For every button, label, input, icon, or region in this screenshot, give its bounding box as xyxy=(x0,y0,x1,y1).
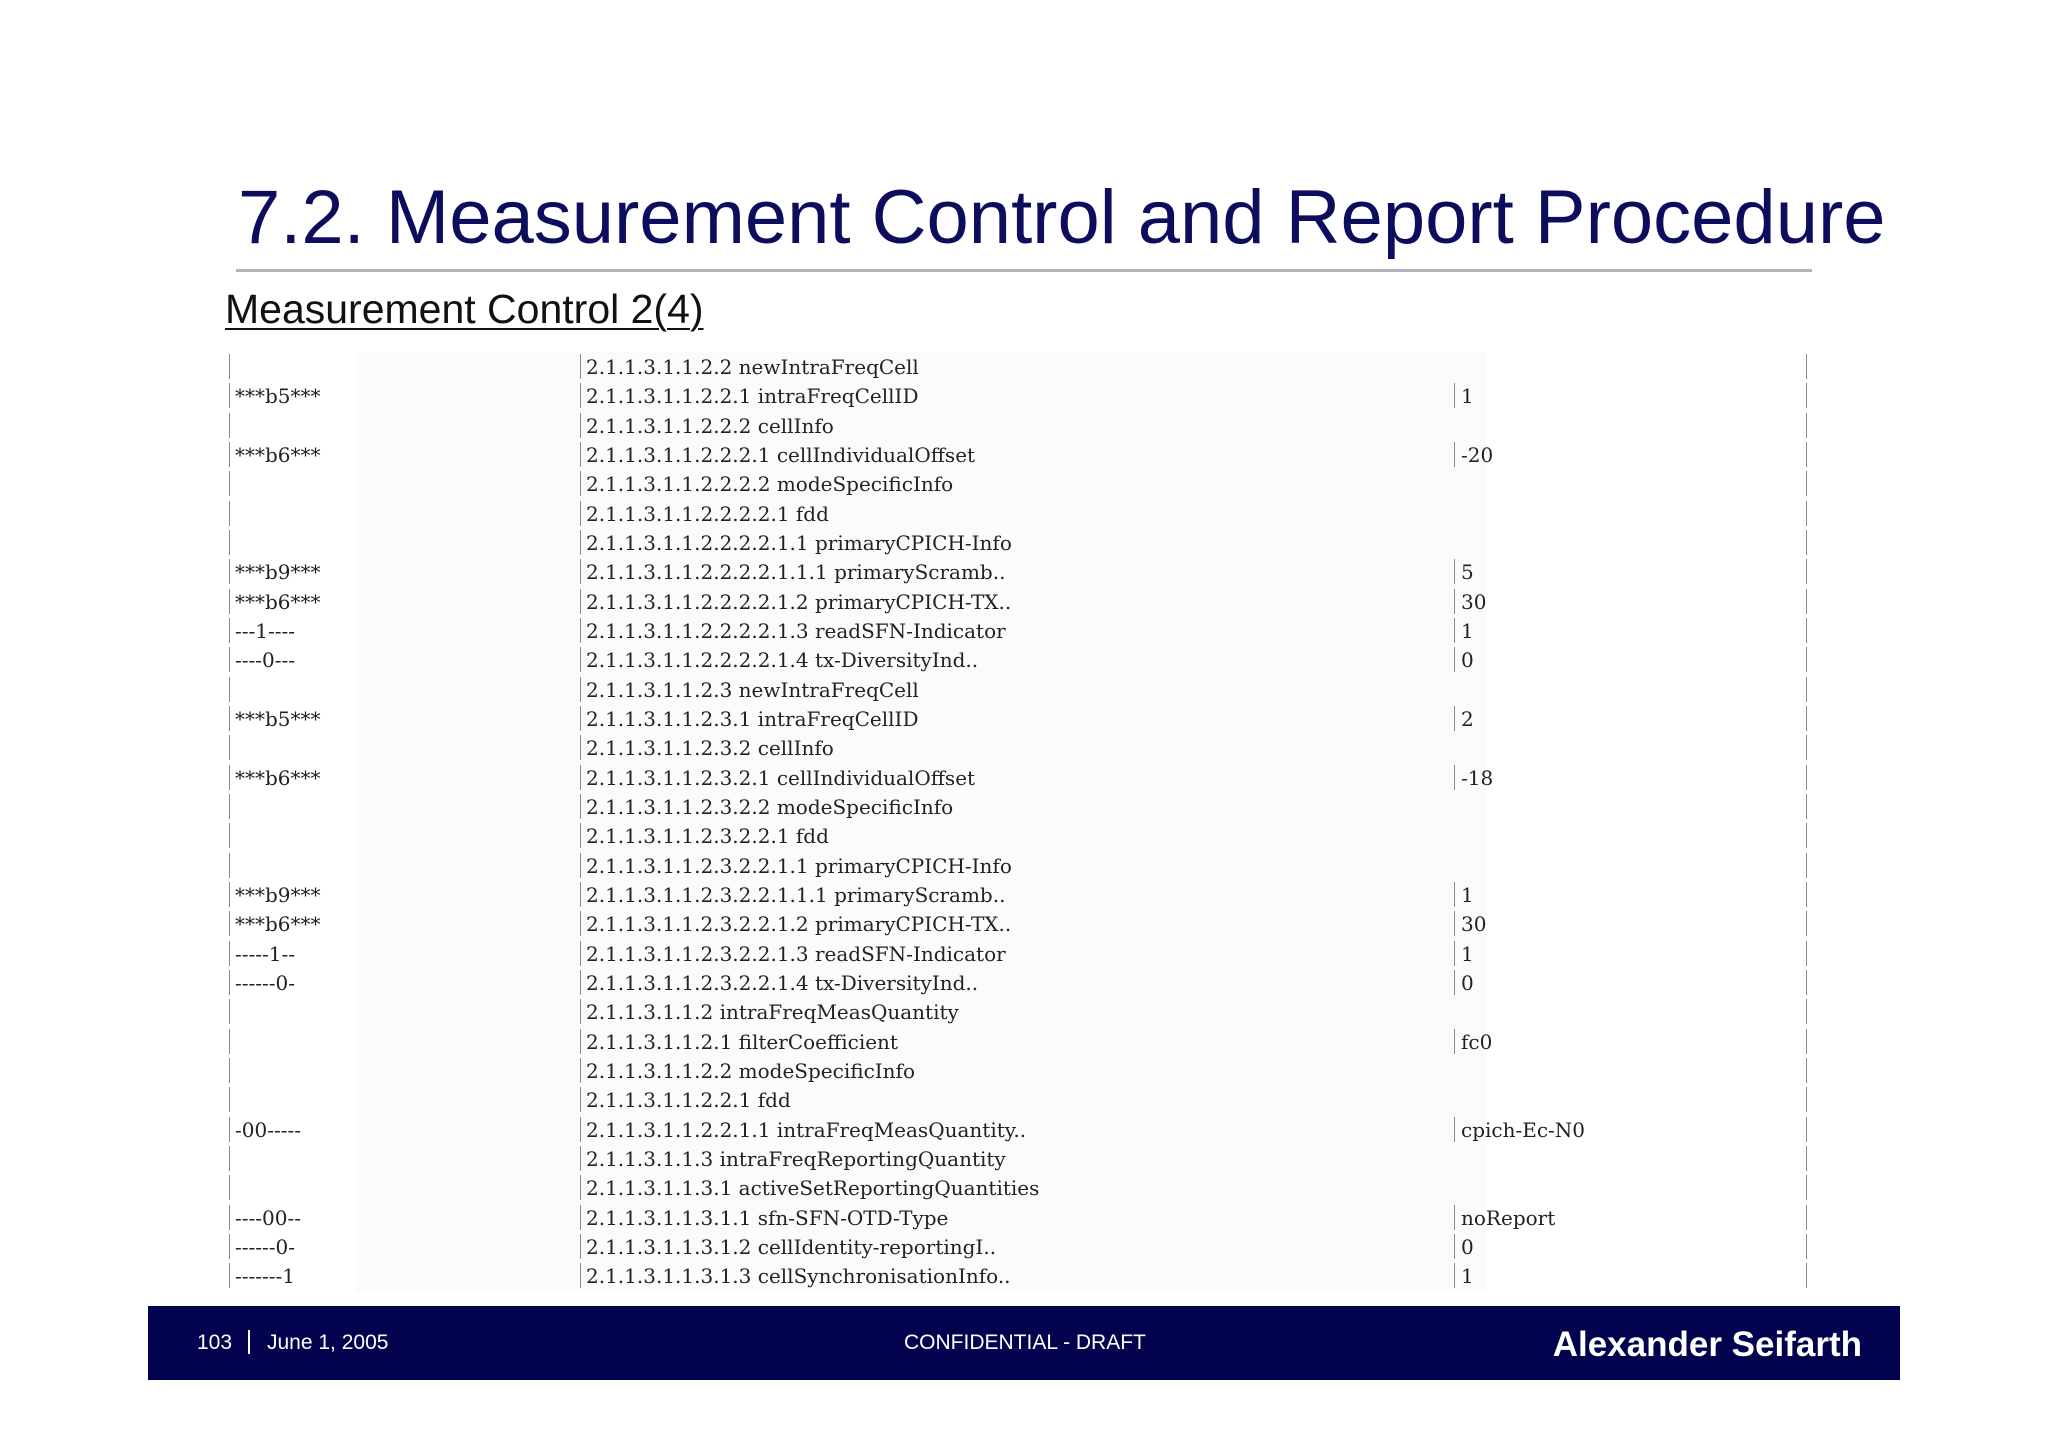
column-separator xyxy=(229,354,230,379)
column-separator xyxy=(229,1263,230,1288)
column-separator xyxy=(1806,999,1807,1024)
trace-row xyxy=(0,821,2048,850)
column-separator xyxy=(1806,647,1807,672)
trace-row xyxy=(0,1085,2048,1114)
column-separator xyxy=(1806,383,1807,408)
column-separator xyxy=(229,1087,230,1112)
trace-row xyxy=(0,381,2048,410)
column-separator xyxy=(580,765,581,790)
column-separator xyxy=(1454,882,1455,907)
trace-row xyxy=(0,1232,2048,1261)
trace-field: 2.1.1.3.1.1.2.2.2.2.1.1 primaryCPICH-Info xyxy=(586,530,1012,555)
column-separator xyxy=(580,1087,581,1112)
trace-value: 5 xyxy=(1461,560,1474,585)
trace-row xyxy=(0,1261,2048,1290)
column-separator xyxy=(1454,970,1455,995)
column-separator xyxy=(580,1205,581,1230)
column-separator xyxy=(229,471,230,496)
column-separator xyxy=(229,647,230,672)
column-separator xyxy=(229,1234,230,1259)
column-separator xyxy=(580,589,581,614)
trace-row xyxy=(0,675,2048,704)
trace-row xyxy=(0,880,2048,909)
footer-confidentiality: CONFIDENTIAL - DRAFT xyxy=(904,1331,1146,1354)
trace-field: 2.1.1.3.1.1.2.2.2.2.1 fdd xyxy=(586,501,829,526)
column-separator xyxy=(1806,559,1807,584)
column-separator xyxy=(1806,1087,1807,1112)
column-separator xyxy=(1806,1146,1807,1171)
column-separator xyxy=(1806,765,1807,790)
trace-bits: -00----- xyxy=(235,1117,301,1142)
trace-row xyxy=(0,616,2048,645)
column-separator xyxy=(580,941,581,966)
trace-row xyxy=(0,792,2048,821)
trace-value: 30 xyxy=(1461,589,1487,614)
trace-field: 2.1.1.3.1.1.3.1.2 cellIdentity-reportingI.. xyxy=(586,1234,997,1259)
column-separator xyxy=(580,735,581,760)
trace-row xyxy=(0,1027,2048,1056)
trace-field: 2.1.1.3.1.1.2.2.1.1 intraFreqMeasQuantity.. xyxy=(586,1117,1027,1142)
column-separator xyxy=(1806,706,1807,731)
trace-row xyxy=(0,440,2048,469)
column-separator xyxy=(1454,765,1455,790)
trace-row xyxy=(0,704,2048,733)
column-separator xyxy=(580,471,581,496)
column-separator xyxy=(580,383,581,408)
trace-field: 2.1.1.3.1.1.2.3.2.2.1 fdd xyxy=(586,824,829,849)
column-separator xyxy=(229,383,230,408)
column-separator xyxy=(229,765,230,790)
column-separator xyxy=(580,823,581,848)
column-separator xyxy=(580,1263,581,1288)
column-separator xyxy=(229,1205,230,1230)
column-separator xyxy=(229,706,230,731)
column-separator xyxy=(1454,1234,1455,1259)
trace-bits: ----00-- xyxy=(235,1205,301,1230)
column-separator xyxy=(229,911,230,936)
trace-field: 2.1.1.3.1.1.2.3.2.2.1.4 tx-DiversityInd.. xyxy=(586,970,979,995)
column-separator xyxy=(1454,1263,1455,1288)
column-separator xyxy=(1454,1205,1455,1230)
trace-field: 2.1.1.3.1.1.2.2.1 intraFreqCellID xyxy=(586,384,919,409)
trace-value: 1 xyxy=(1461,618,1474,643)
column-separator xyxy=(580,1029,581,1054)
trace-field: 2.1.1.3.1.1.2.1 filterCoefficient xyxy=(586,1029,898,1054)
column-separator xyxy=(229,999,230,1024)
trace-bits: ***b9*** xyxy=(235,882,321,907)
trace-field: 2.1.1.3.1.1.2.3.1 intraFreqCellID xyxy=(586,706,919,731)
trace-row xyxy=(0,997,2048,1026)
trace-field: 2.1.1.3.1.1.2.2.2.2 modeSpecificInfo xyxy=(586,472,954,497)
column-separator xyxy=(1806,589,1807,614)
column-separator xyxy=(1806,911,1807,936)
column-separator xyxy=(229,853,230,878)
column-separator xyxy=(229,501,230,526)
trace-row xyxy=(0,1115,2048,1144)
column-separator xyxy=(1806,1029,1807,1054)
trace-field: 2.1.1.3.1.1.2.3.2 cellInfo xyxy=(586,736,834,761)
column-separator xyxy=(580,1146,581,1171)
trace-row xyxy=(0,968,2048,997)
trace-row xyxy=(0,645,2048,674)
column-separator xyxy=(1454,941,1455,966)
column-separator xyxy=(229,618,230,643)
trace-value: 1 xyxy=(1461,882,1474,907)
trace-row xyxy=(0,1203,2048,1232)
footer-bar xyxy=(148,1306,1900,1380)
trace-bits: -----1-- xyxy=(235,941,296,966)
column-separator xyxy=(580,1117,581,1142)
trace-bits: ***b5*** xyxy=(235,384,321,409)
column-separator xyxy=(229,589,230,614)
trace-field: 2.1.1.3.1.1.3.1.1 sfn-SFN-OTD-Type xyxy=(586,1205,949,1230)
trace-field: 2.1.1.3.1.1.2.2.2.2.1.3 readSFN-Indicator xyxy=(586,618,1006,643)
column-separator xyxy=(580,853,581,878)
trace-field: 2.1.1.3.1.1.2.3.2.2.1.1.1 primaryScramb.. xyxy=(586,882,1006,907)
trace-value: 1 xyxy=(1461,941,1474,966)
trace-row xyxy=(0,1144,2048,1173)
trace-value: 0 xyxy=(1461,1234,1474,1259)
message-trace-table xyxy=(0,352,2048,1292)
trace-value: 30 xyxy=(1461,912,1487,937)
trace-field: 2.1.1.3.1.1.2.2.2.1 cellIndividualOffset xyxy=(586,442,976,467)
trace-field: 2.1.1.3.1.1.2.3.2.1 cellIndividualOffset xyxy=(586,765,976,790)
trace-field: 2.1.1.3.1.1.3 intraFreqReportingQuantity xyxy=(586,1146,1006,1171)
trace-value: 0 xyxy=(1461,648,1474,673)
column-separator xyxy=(1806,1117,1807,1142)
column-separator xyxy=(580,911,581,936)
column-separator xyxy=(229,1058,230,1083)
column-separator xyxy=(1806,794,1807,819)
trace-bits: ***b6*** xyxy=(235,912,321,937)
column-separator xyxy=(229,442,230,467)
column-separator xyxy=(1454,442,1455,467)
column-separator xyxy=(229,1029,230,1054)
column-separator xyxy=(580,647,581,672)
trace-row xyxy=(0,557,2048,586)
column-separator xyxy=(580,677,581,702)
trace-row xyxy=(0,1056,2048,1085)
column-separator xyxy=(1806,735,1807,760)
column-separator xyxy=(1454,647,1455,672)
trace-value: -20 xyxy=(1461,442,1494,467)
trace-row xyxy=(0,939,2048,968)
column-separator xyxy=(1454,1117,1455,1142)
column-separator xyxy=(1454,911,1455,936)
column-separator xyxy=(1806,354,1807,379)
column-separator xyxy=(580,530,581,555)
column-separator xyxy=(229,1146,230,1171)
trace-row xyxy=(0,411,2048,440)
column-separator xyxy=(1806,941,1807,966)
trace-bits: ***b6*** xyxy=(235,589,321,614)
trace-field: 2.1.1.3.1.1.2.3.2.2.1.3 readSFN-Indicator xyxy=(586,941,1006,966)
column-separator xyxy=(1454,706,1455,731)
trace-value: noReport xyxy=(1461,1205,1556,1230)
column-separator xyxy=(1454,618,1455,643)
column-separator xyxy=(1806,882,1807,907)
column-separator xyxy=(1806,853,1807,878)
trace-bits: ***b6*** xyxy=(235,765,321,790)
column-separator xyxy=(1806,413,1807,438)
trace-row xyxy=(0,352,2048,381)
column-separator xyxy=(580,501,581,526)
column-separator xyxy=(580,1175,581,1200)
trace-field: 2.1.1.3.1.1.3.1.3 cellSynchronisationInfo.. xyxy=(586,1264,1011,1289)
trace-row xyxy=(0,763,2048,792)
trace-row xyxy=(0,499,2048,528)
column-separator xyxy=(1806,1175,1807,1200)
footer-author: Alexander Seifarth xyxy=(1552,1325,1862,1364)
column-separator xyxy=(229,1175,230,1200)
column-separator xyxy=(580,618,581,643)
column-separator xyxy=(1454,383,1455,408)
trace-bits: ***b5*** xyxy=(235,706,321,731)
column-separator xyxy=(1806,1234,1807,1259)
trace-bits: ***b9*** xyxy=(235,560,321,585)
column-separator xyxy=(1806,1205,1807,1230)
trace-value: fc0 xyxy=(1461,1029,1493,1054)
trace-field: 2.1.1.3.1.1.3.1 activeSetReportingQuantities xyxy=(586,1176,1040,1201)
column-separator xyxy=(1806,501,1807,526)
trace-field: 2.1.1.3.1.1.2.2.1 fdd xyxy=(586,1088,791,1113)
trace-row xyxy=(0,1173,2048,1202)
column-separator xyxy=(1806,442,1807,467)
trace-field: 2.1.1.3.1.1.2.3 newIntraFreqCell xyxy=(586,677,919,702)
column-separator xyxy=(1454,559,1455,584)
column-separator xyxy=(229,970,230,995)
trace-bits: ------0- xyxy=(235,970,296,995)
trace-bits: ---1---- xyxy=(235,618,296,643)
footer-page-number: 103 xyxy=(197,1331,233,1354)
trace-row xyxy=(0,469,2048,498)
slide-title: 7.2. Measurement Control and Report Procedure xyxy=(238,175,1886,260)
trace-row xyxy=(0,909,2048,938)
trace-row xyxy=(0,733,2048,762)
column-separator xyxy=(1806,1058,1807,1083)
trace-bits: -------1 xyxy=(235,1264,296,1289)
column-separator xyxy=(1806,823,1807,848)
column-separator xyxy=(580,413,581,438)
column-separator xyxy=(1806,1263,1807,1288)
trace-field: 2.1.1.3.1.1.2.3.2.2 modeSpecificInfo xyxy=(586,794,954,819)
column-separator xyxy=(229,735,230,760)
trace-value: -18 xyxy=(1461,765,1494,790)
column-separator xyxy=(580,882,581,907)
column-separator xyxy=(580,970,581,995)
trace-row xyxy=(0,587,2048,616)
column-separator xyxy=(229,941,230,966)
trace-field: 2.1.1.3.1.1.2.2 modeSpecificInfo xyxy=(586,1058,916,1083)
column-separator xyxy=(229,559,230,584)
trace-field: 2.1.1.3.1.1.2.2 newIntraFreqCell xyxy=(586,355,919,379)
column-separator xyxy=(1806,677,1807,702)
trace-field: 2.1.1.3.1.1.2.3.2.2.1.2 primaryCPICH-TX.. xyxy=(586,912,1012,937)
trace-row xyxy=(0,851,2048,880)
trace-field: 2.1.1.3.1.1.2.2.2.2.1.4 tx-DiversityInd.. xyxy=(586,648,979,673)
trace-field: 2.1.1.3.1.1.2.2.2.2.1.2 primaryCPICH-TX.. xyxy=(586,589,1012,614)
column-separator xyxy=(580,1058,581,1083)
footer-separator xyxy=(248,1330,250,1354)
trace-value: 1 xyxy=(1461,384,1474,409)
footer-date: June 1, 2005 xyxy=(267,1331,389,1354)
column-separator xyxy=(580,559,581,584)
column-separator xyxy=(580,999,581,1024)
column-separator xyxy=(580,1234,581,1259)
trace-bits: ----0--- xyxy=(235,648,296,673)
column-separator xyxy=(229,1117,230,1142)
column-separator xyxy=(229,823,230,848)
trace-value: cpich-Ec-N0 xyxy=(1461,1117,1586,1142)
column-separator xyxy=(580,794,581,819)
trace-value: 2 xyxy=(1461,706,1474,731)
slide-subtitle: Measurement Control 2(4) xyxy=(225,286,704,332)
trace-field: 2.1.1.3.1.1.2 intraFreqMeasQuantity xyxy=(586,1000,959,1025)
trace-bits: ------0- xyxy=(235,1234,296,1259)
column-separator xyxy=(1806,471,1807,496)
title-divider xyxy=(236,269,1812,272)
column-separator xyxy=(229,530,230,555)
column-separator xyxy=(1806,618,1807,643)
trace-value: 0 xyxy=(1461,970,1474,995)
column-separator xyxy=(229,677,230,702)
trace-row xyxy=(0,528,2048,557)
column-separator xyxy=(580,442,581,467)
trace-field: 2.1.1.3.1.1.2.2.2.2.1.1.1 primaryScramb.. xyxy=(586,560,1006,585)
column-separator xyxy=(229,882,230,907)
column-separator xyxy=(580,354,581,379)
column-separator xyxy=(580,706,581,731)
column-separator xyxy=(1806,970,1807,995)
trace-field: 2.1.1.3.1.1.2.2.2 cellInfo xyxy=(586,413,834,438)
column-separator xyxy=(1454,589,1455,614)
trace-bits: ***b6*** xyxy=(235,442,321,467)
column-separator xyxy=(229,794,230,819)
column-separator xyxy=(229,413,230,438)
column-separator xyxy=(1806,530,1807,555)
trace-value: 1 xyxy=(1461,1264,1474,1289)
trace-field: 2.1.1.3.1.1.2.3.2.2.1.1 primaryCPICH-Info xyxy=(586,853,1012,878)
column-separator xyxy=(1454,1029,1455,1054)
